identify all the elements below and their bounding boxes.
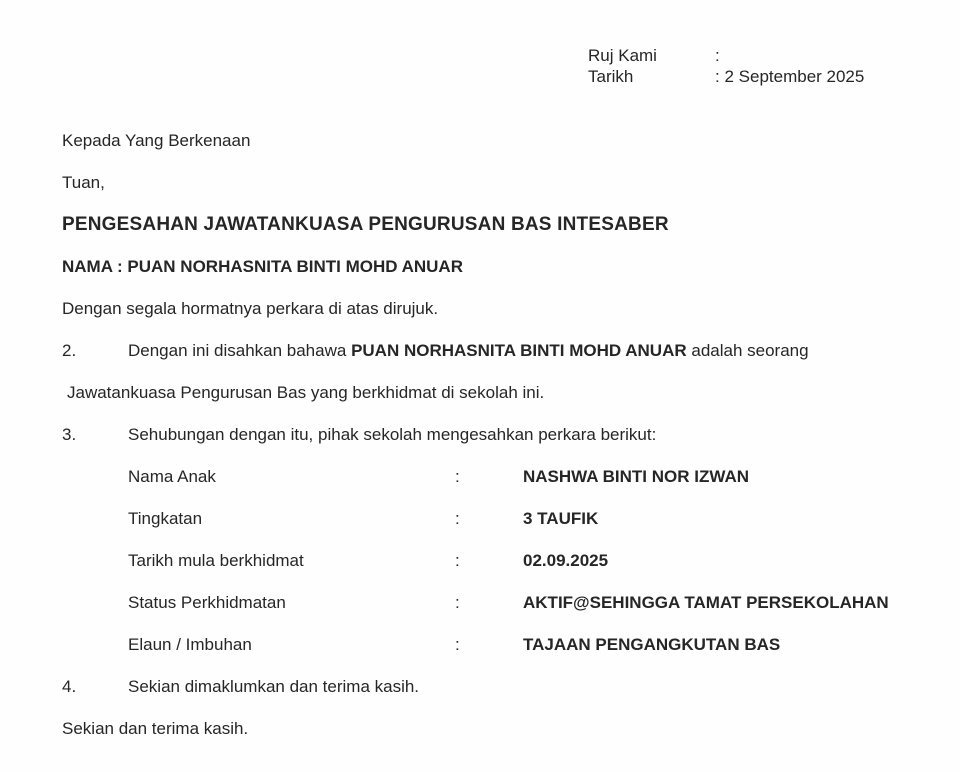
detail-separator: : <box>455 635 460 654</box>
detail-label: Nama Anak <box>128 467 216 486</box>
paragraph-4-text: Sekian dimaklumkan dan terima kasih. <box>128 677 420 696</box>
detail-row-status <box>62 582 908 624</box>
detail-separator: : <box>455 551 460 570</box>
detail-value: NASHWA BINTI NOR IZWAN <box>523 467 750 486</box>
reference-block <box>588 45 864 87</box>
ref-row-ruj-kami <box>588 45 864 66</box>
detail-label: Tingkatan <box>128 509 203 528</box>
detail-value: 3 TAUFIK <box>523 509 599 528</box>
paragraph-3-line <box>62 414 908 456</box>
detail-label: Elaun / Imbuhan <box>128 635 252 654</box>
nama-value: PUAN NORHASNITA BINTI MOHD ANUAR <box>127 257 463 276</box>
paragraph-4-line <box>62 666 908 708</box>
salutation-line: Tuan, <box>62 173 105 192</box>
detail-value: TAJAAN PENGANGKUTAN BAS <box>523 635 781 654</box>
subject-title: PENGESAHAN JAWATANKUASA PENGURUSAN BAS INTESABER <box>62 214 669 235</box>
paragraph-3-number: 3. <box>62 425 77 444</box>
tarikh-separator: : <box>715 67 720 86</box>
detail-row-nama-anak <box>62 456 908 498</box>
ruj-kami-label: Ruj Kami <box>588 46 657 65</box>
paragraph-2-text-before: Dengan ini disahkan bahawa <box>128 341 347 360</box>
letter-body <box>62 120 908 750</box>
detail-row-tarikh-mula <box>62 540 908 582</box>
detail-row-elaun <box>62 624 908 666</box>
ruj-kami-separator: : <box>715 46 720 65</box>
detail-value: 02.09.2025 <box>523 551 609 570</box>
detail-separator: : <box>455 593 460 612</box>
detail-row-tingkatan <box>62 498 908 540</box>
nama-label: NAMA <box>62 257 113 276</box>
closing-line: Sekian dan terima kasih. <box>62 719 249 738</box>
ref-row-tarikh <box>588 66 864 87</box>
detail-label: Tarikh mula berkhidmat <box>128 551 304 570</box>
nama-line <box>62 246 908 288</box>
paragraph-2-bold-name: PUAN NORHASNITA BINTI MOHD ANUAR <box>351 341 687 360</box>
detail-value: AKTIF@SEHINGGA TAMAT PERSEKOLAHAN <box>523 593 889 612</box>
paragraph-3-text: Sehubungan dengan itu, pihak sekolah mengesahkan perkara berikut: <box>128 425 657 444</box>
paragraph-2-line-2: Jawatankuasa Pengurusan Bas yang berkhidmat di sekolah ini. <box>67 383 545 402</box>
intro-line: Dengan segala hormatnya perkara di atas dirujuk. <box>62 299 439 318</box>
paragraph-4-number: 4. <box>62 677 77 696</box>
paragraph-2-text-after: adalah seorang <box>691 341 809 360</box>
tarikh-label: Tarikh <box>588 67 634 86</box>
detail-label: Status Perkhidmatan <box>128 593 286 612</box>
nama-separator: : <box>117 257 123 276</box>
recipient-line: Kepada Yang Berkenaan <box>62 131 251 150</box>
detail-separator: : <box>455 509 460 528</box>
paragraph-2-number: 2. <box>62 341 77 360</box>
detail-separator: : <box>455 467 460 486</box>
tarikh-value: 2 September 2025 <box>724 67 865 86</box>
paragraph-2-line-1 <box>62 330 908 372</box>
